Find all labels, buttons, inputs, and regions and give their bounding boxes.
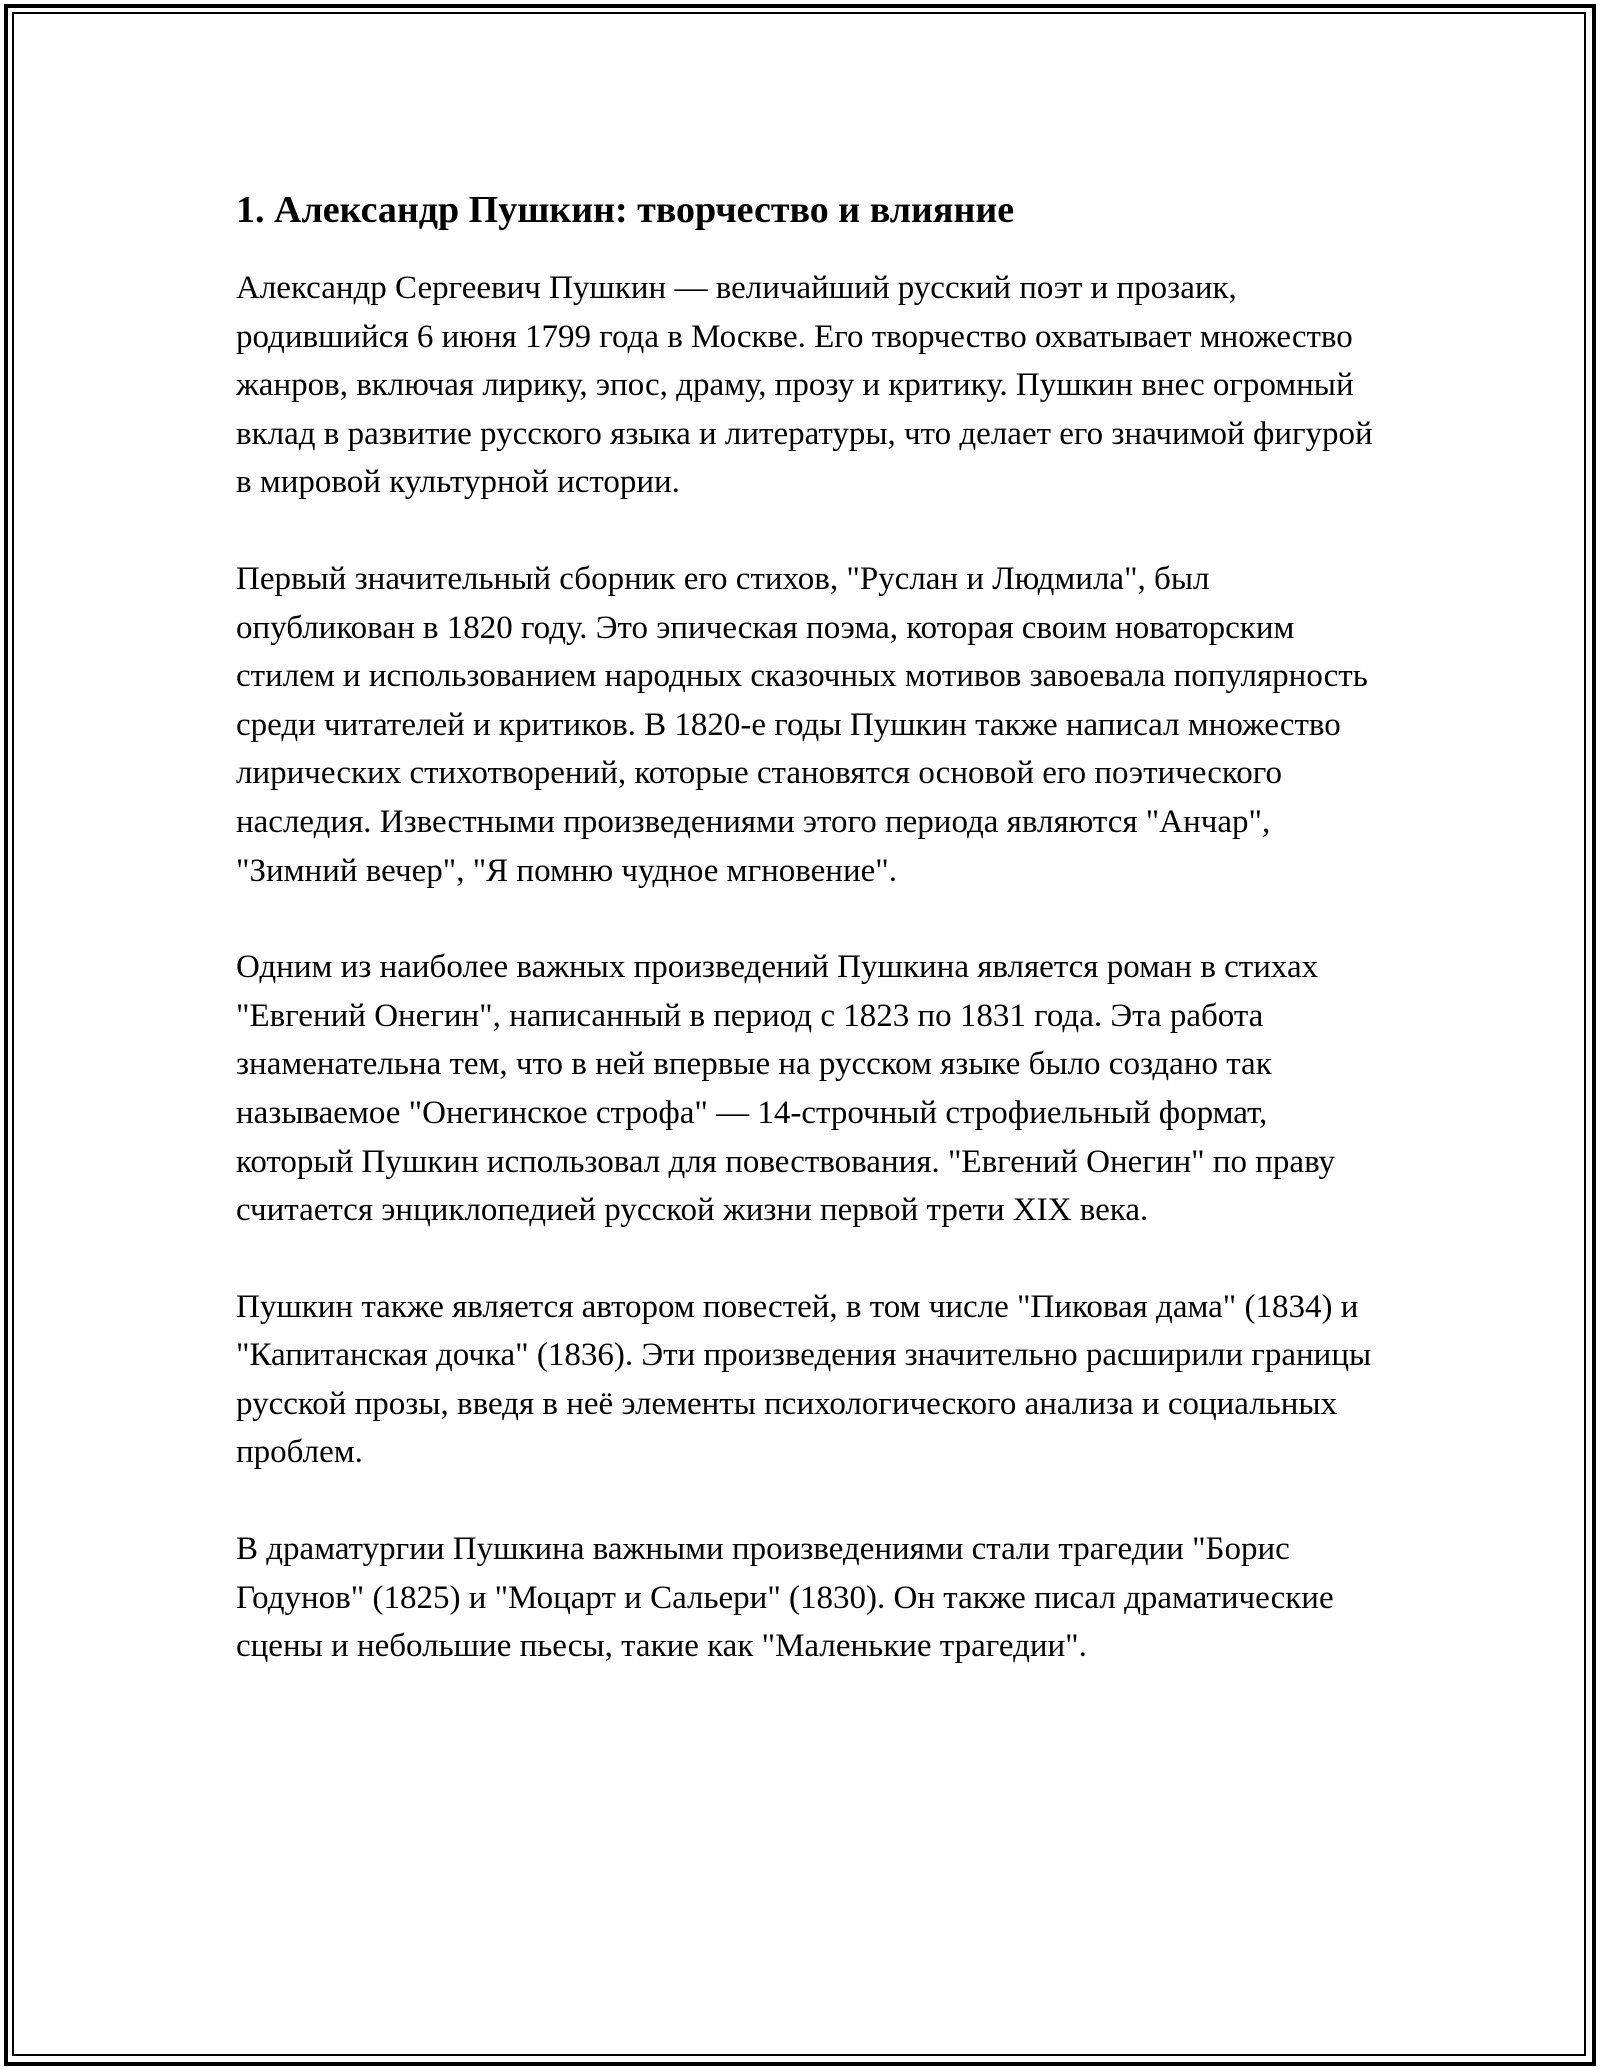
paragraph-prose: Пушкин также является автором повестей, в том числе "Пиковая дама" (1834) и "Капитанская дочка" (1836). Эти произведения значительно расширили границы русской прозы, введя в неё элементы психологического анализа и социальных проблем. [236, 1288, 1372, 1471]
paragraph-drama: В драматургии Пушкина важными произведениями стали трагедии "Борис Годунов" (1825) и "Моцарт и Сальери" (1830). Он также писал драматические сцены и небольшие пьесы, такие как "Маленькие трагедии". [236, 1531, 1334, 1665]
document-body [236, 186, 1376, 1719]
paragraph-ruslan: Первый значительный сборник его стихов, "Руслан и Людмила", был опубликован в 1820 году. Это эпическая поэма, которая своим новаторским стилем и использованием народных сказочных мотивов завоевала популярность среди читателей и критиков. В 1820-е годы Пушкин также написал множество лирических стихотворений, которые становятся основой его поэтического наследия. Известными произведениями этого периода являются "Анчар", "Зимний вечер", "Я помню чудное мгновение". [236, 560, 1368, 889]
paragraph-onegin: Одним из наиболее важных произведений Пушкина является роман в стихах "Евгений Онегин", написанный в период с 1823 по 1831 года. Эта работа знаменательна тем, что в ней впервые на русском языке было создано так называемое "Онегинское строфа" — 14-строчный строфиельный формат, который Пушкин использовал для повествования. "Евгений Онегин" по праву считается энциклопедией русской жизни первой трети XIX века. [236, 949, 1336, 1229]
paragraph-intro: Александр Сергеевич Пушкин — величайший русский поэт и прозаик, родившийся 6 июня 1799 года в Москве. Его творчество охватывает множество жанров, включая лирику, эпос, драму, прозу и критику. Пушкин внес огромный вклад в развитие русского языка и литературы, что делает его значимой фигурой в мировой культурной истории. [236, 270, 1373, 501]
section-heading: 1. Александр Пушкин: творчество и влияние [236, 189, 1015, 231]
